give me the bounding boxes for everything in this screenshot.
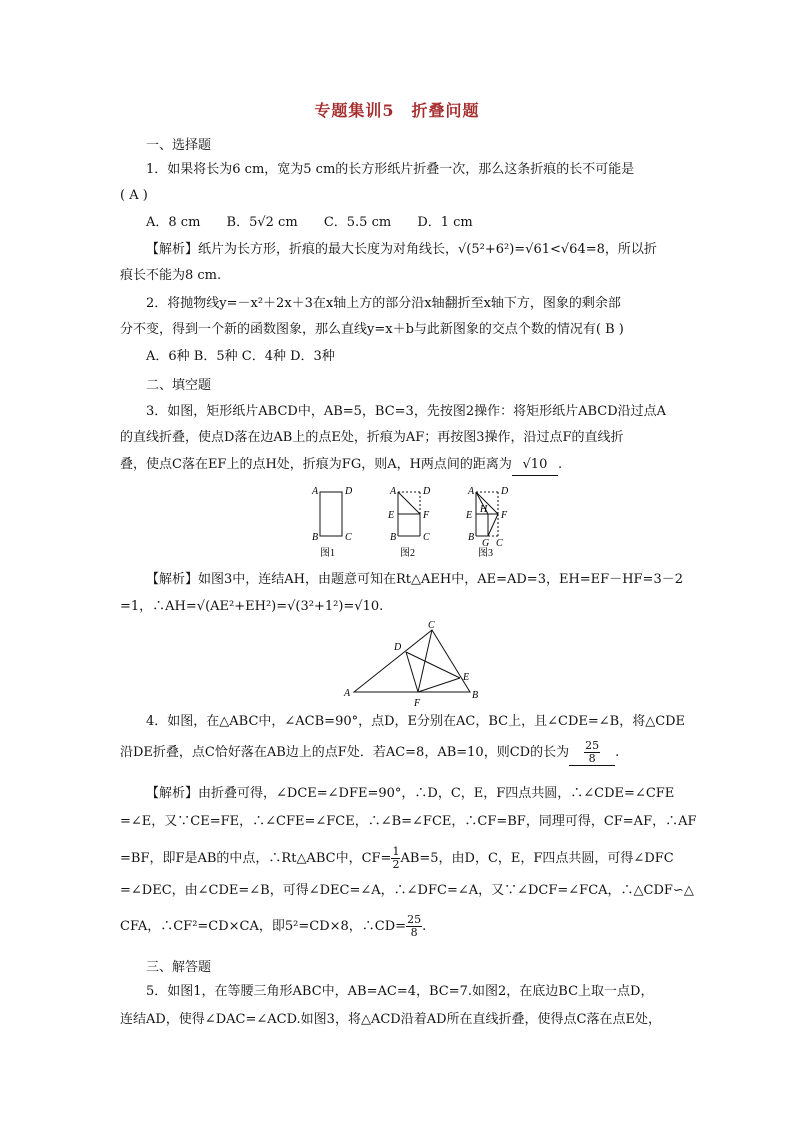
page-title: 专题集训5 折叠问题 bbox=[314, 101, 480, 120]
q4-explanation-line3 bbox=[120, 846, 674, 871]
q4-figure bbox=[340, 620, 490, 708]
svg-text:F: F bbox=[414, 698, 421, 708]
q4-exp3-numerator: 1 bbox=[392, 845, 400, 858]
q4-exp5-a: CFA，∴CF²=CD×CA，即5²=CD×8，∴CD= bbox=[120, 919, 407, 934]
svg-text:B: B bbox=[312, 532, 319, 543]
svg-text:E: E bbox=[466, 510, 473, 521]
q1-option-a: A．8 cm bbox=[146, 215, 201, 230]
svg-text:C: C bbox=[345, 532, 352, 543]
svg-text:D: D bbox=[501, 486, 509, 497]
svg-text:F: F bbox=[501, 510, 508, 521]
svg-text:H: H bbox=[480, 504, 488, 515]
q3-line3: 叠，使点C落在EF上的点H处，折痕为FG，则A，H两点间的距离为 √10 . bbox=[120, 455, 562, 476]
q1-line2: ( A ) bbox=[120, 188, 148, 203]
section-fill: 二、填空题 bbox=[146, 378, 212, 393]
q4-line1: 4．如图，在△ABC中，∠ACB=90°，点D，E分别在AC，BC上，且∠CDE=∠B，将△CDE bbox=[146, 714, 686, 729]
q4-exp3-a: =BF，即F是AB的中点，∴Rt△ABC中，CF= bbox=[120, 851, 392, 866]
q3-line2: 的直线折叠，使点D落在边AB上的点E处，折痕为AF；再按图3操作，沿过点F的直线折 bbox=[120, 430, 624, 445]
svg-text:C: C bbox=[428, 620, 435, 631]
svg-text:F: F bbox=[423, 510, 430, 521]
q1-options bbox=[146, 213, 495, 233]
q3-answer: √10 bbox=[512, 455, 558, 476]
svg-text:B: B bbox=[390, 532, 397, 543]
svg-text:E: E bbox=[388, 510, 395, 521]
svg-text:B: B bbox=[468, 532, 475, 543]
q3-figures bbox=[300, 482, 530, 562]
svg-text:C: C bbox=[423, 532, 430, 543]
fig1-rectangle bbox=[320, 492, 342, 536]
section-answer: 三、解答题 bbox=[146, 960, 212, 975]
q5-line1: 5．如图1，在等腰三角形ABC中，AB=AC=4，BC=7.如图2，在底边BC上取一点D， bbox=[146, 984, 654, 999]
svg-text:A: A bbox=[390, 486, 397, 497]
svg-text:B: B bbox=[472, 690, 479, 701]
q4-explanation-line1: 【解析】由折叠可得，∠DCE=∠DFE=90°，∴D，C，E，F四点共圆，∴∠CDE=∠CFE bbox=[146, 786, 675, 801]
svg-text:A: A bbox=[312, 486, 319, 497]
q1-explanation-line1: 【解析】纸片为长方形，折痕的最大长度为对角线长，√(5²+6²)=√61<√64=8，所以折 bbox=[146, 242, 657, 257]
q1-option-c: C．5.5 cm bbox=[323, 215, 392, 230]
q4-line2: 沿DE折叠，点C恰好落在AB边上的点F处．若AC=8，AB=10，则CD的长为 $\frac{25}{8}$ . bbox=[120, 739, 620, 765]
fig3-label: 图3 bbox=[478, 548, 493, 559]
q3-explanation-line1: 【解析】如图3中，连结AH，由题意可知在Rt△AEH中，AE=AD=3，EH=EF－HF=3－2 bbox=[146, 572, 683, 587]
q4-answer-numerator: 25 bbox=[585, 739, 600, 752]
fig1-label: 图1 bbox=[320, 548, 335, 559]
q4-explanation-line4: =∠DEC，由∠CDE=∠B，可得∠DEC=∠A，∴∠DFC=∠A，又∵∠DCF=∠FCA，∴△CDF∽△ bbox=[120, 883, 694, 898]
q4-exp5-numerator: 25 bbox=[407, 913, 422, 926]
q4-answer-denominator: 8 bbox=[588, 752, 596, 765]
q2-line1: 2．将抛物线y=－x²＋2x＋3在x轴上方的部分沿x轴翻折至x轴下方，图象的剩余部 bbox=[146, 296, 621, 311]
q1-explanation-line2: 痕长不能为8 cm. bbox=[120, 268, 222, 283]
q1-line1: 1．如果将长为6 cm，宽为5 cm的长方形纸片折叠一次，那么这条折痕的长不可能是 bbox=[146, 162, 635, 177]
q4-explanation-line2: =∠E，又∵CE=FE，∴∠CFE=∠FCE，∴∠B=∠FCE，∴CF=BF，同理可得，CF=AF，∴AF bbox=[120, 814, 697, 829]
q2-line2: 分不变，得到一个新的函数图象，那么直线y=x＋b与此新图象的交点个数的情况有( B ) bbox=[120, 322, 624, 337]
q3-line1: 3．如图，矩形纸片ABCD中，AB=5，BC=3，先按图2操作：将矩形纸片ABCD沿过点A bbox=[146, 404, 667, 419]
q4-exp5-denominator: 8 bbox=[410, 926, 418, 939]
q3-explanation-line2: =1，∴AH=√(AE²+EH²)=√(3²+1²)=√10. bbox=[120, 599, 384, 614]
svg-text:A: A bbox=[344, 688, 351, 699]
q1-option-d: D．1 cm bbox=[417, 215, 473, 230]
fig2-label: 图2 bbox=[400, 548, 415, 559]
section-choice: 一、选择题 bbox=[146, 138, 212, 153]
q2-options: A．6种 B．5种 C．4种 D．3种 bbox=[146, 349, 335, 364]
svg-text:C: C bbox=[496, 538, 503, 549]
q1-option-b: B．5√2 cm bbox=[226, 215, 298, 230]
q4-explanation-line5: CFA，∴CF²=CD×CA，即5²=CD×8，∴CD= $\frac{25}{8}$ . bbox=[120, 913, 427, 939]
svg-text:G: G bbox=[482, 538, 490, 549]
q3-line3-text: 叠，使点C落在EF上的点H处，折痕为FG，则A，H两点间的距离为 bbox=[120, 457, 512, 472]
svg-text:A: A bbox=[468, 486, 475, 497]
q4-exp3-b: AB=5，由D，C，E，F四点共圆，可得∠DFC bbox=[400, 851, 674, 866]
svg-text:D: D bbox=[345, 486, 353, 497]
svg-text:D: D bbox=[423, 486, 431, 497]
q4-exp3-denominator: 2 bbox=[392, 858, 400, 871]
svg-text:E: E bbox=[463, 672, 470, 683]
q5-line2: 连结AD，使得∠DAC=∠ACD.如图3，将△ACD沿着AD所在直线折叠，使得点C落在点E处， bbox=[120, 1012, 661, 1027]
q4-line2-text: 沿DE折叠，点C恰好落在AB边上的点F处．若AC=8，AB=10，则CD的长为 bbox=[120, 745, 570, 760]
svg-text:D: D bbox=[394, 642, 402, 653]
q4-answer bbox=[569, 740, 615, 766]
